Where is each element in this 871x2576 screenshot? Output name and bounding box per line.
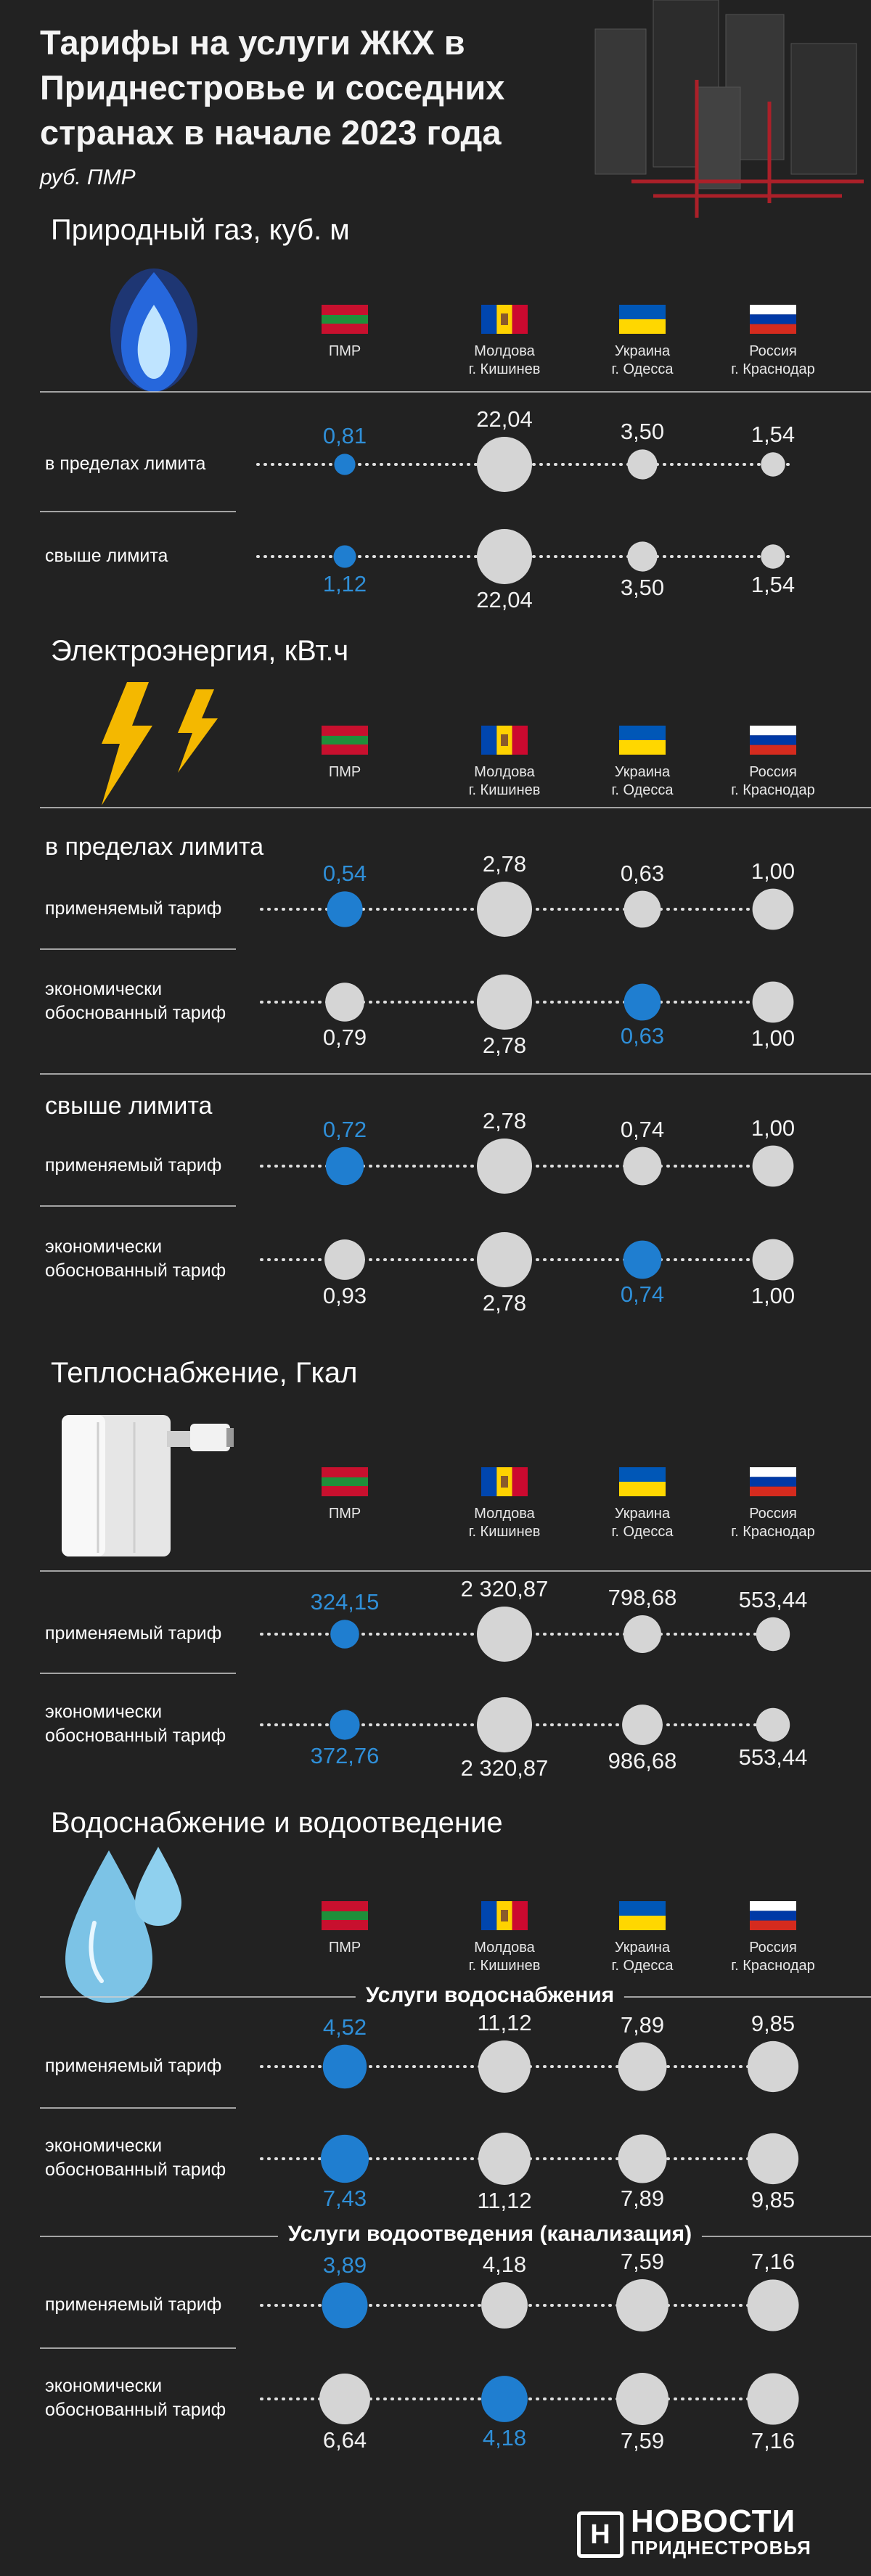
flag-moldova [481, 1467, 496, 1496]
group-title: свыше лимита [45, 1092, 213, 1120]
flag-ukraine-stripe [619, 1482, 666, 1496]
country-label [570, 1505, 715, 1541]
row-label [45, 2134, 226, 2182]
flag-moldova-stripe [512, 1901, 528, 1930]
flag-russia [750, 305, 796, 314]
publisher-logo [577, 2502, 811, 2567]
flag-pmr-stripe [322, 1920, 368, 1930]
value-label: 2 320,87 [460, 1576, 549, 1601]
flag-moldova-stripe [512, 305, 528, 334]
logo-line-1: НОВОСТИ [631, 2503, 796, 2539]
value-dot [618, 2135, 667, 2183]
value-label: 3,89 [322, 2252, 367, 2278]
country-label [700, 1939, 846, 1975]
flag-pmr-stripe [322, 1477, 368, 1486]
flag-russia [750, 726, 796, 735]
row-label-line: экономически [45, 2136, 163, 2156]
value-dot [477, 1697, 532, 1752]
value-dot [323, 2045, 367, 2088]
value-dot [618, 2043, 667, 2091]
country-label [700, 342, 846, 379]
value-label: 3,50 [620, 419, 665, 445]
row-label-line: экономически [45, 979, 163, 999]
value-dot [623, 1241, 662, 1279]
country-city: г. Одесса [611, 782, 674, 798]
flag-moldova [481, 1901, 496, 1930]
flag-russia-stripe [750, 745, 796, 755]
value-label: 7,59 [620, 2428, 665, 2453]
value-label: 1,54 [751, 422, 796, 448]
flag-ukraine [619, 305, 666, 319]
value-label: 7,16 [751, 2427, 796, 2453]
country-name: ПМР [328, 343, 361, 359]
flag-pmr [322, 1901, 368, 1911]
value-dot [748, 2374, 799, 2425]
country-name: Молдова [474, 343, 535, 359]
flag-russia-stripe [750, 1921, 796, 1930]
value-label: 7,89 [620, 2186, 665, 2212]
group-title: Услуги водоснабжения [356, 1983, 624, 2008]
value-dot [477, 882, 532, 937]
country-label [272, 1939, 417, 1957]
country-name: Молдова [474, 764, 535, 780]
country-city: г. Краснодар [731, 1958, 815, 1974]
section-title: Теплоснабжение, Гкал [51, 1357, 358, 1389]
water-drops-icon [65, 1847, 181, 2003]
row-label-line: экономически [45, 1236, 163, 1257]
value-dot [330, 1620, 359, 1649]
row-label-line: экономически [45, 2376, 163, 2396]
flag-pmr [322, 726, 368, 736]
value-dot [761, 452, 785, 476]
value-dot [319, 2374, 370, 2424]
value-dot [330, 1710, 359, 1739]
country-name: Украина [614, 343, 671, 359]
flag-pmr-stripe [322, 324, 368, 334]
unit-label: руб. ПМР [40, 165, 136, 189]
flag-russia-stripe [750, 324, 796, 334]
flag-russia-stripe [750, 1911, 796, 1920]
value-dot [326, 1147, 364, 1185]
row-label: применяемый тариф [45, 2294, 222, 2315]
value-label: 1,00 [751, 1025, 796, 1051]
country-name: ПМР [328, 1506, 361, 1522]
flag-moldova-emblem [501, 734, 508, 746]
value-dot [753, 1146, 794, 1187]
value-label: 2 320,87 [460, 1755, 549, 1781]
group-title: в пределах лимита [45, 833, 264, 861]
country-label [570, 1939, 715, 1975]
value-dot [622, 1705, 663, 1745]
flag-pmr-stripe [322, 745, 368, 755]
flag-moldova-stripe [512, 726, 528, 755]
value-dot [477, 1607, 532, 1662]
value-dot [753, 889, 794, 930]
country-name: Молдова [474, 1506, 535, 1522]
value-dot [623, 1615, 661, 1653]
country-name: ПМР [328, 764, 361, 780]
flag-moldova-stripe [512, 1467, 528, 1496]
value-dot [478, 2133, 531, 2185]
flag-russia [750, 1467, 796, 1477]
row-label [45, 2374, 226, 2422]
country-city: г. Кишинев [468, 361, 541, 377]
flag-russia-stripe [750, 314, 796, 324]
value-label: 7,16 [751, 2249, 796, 2275]
value-label: 372,76 [310, 1742, 380, 1768]
value-label: 7,89 [620, 2011, 665, 2038]
value-label: 553,44 [738, 1744, 808, 1771]
logo-mark-icon: Н [577, 2511, 623, 2558]
value-dot [478, 2040, 531, 2093]
country-label [570, 763, 715, 800]
flag-russia-stripe [750, 1487, 796, 1496]
country-name: Украина [614, 764, 671, 780]
value-label: 1,54 [751, 571, 796, 597]
value-label: 22,04 [476, 587, 533, 612]
value-label: 2,78 [482, 851, 527, 877]
flag-ukraine-stripe [619, 319, 666, 334]
country-name: Молдова [474, 1940, 535, 1956]
flag-moldova [481, 726, 496, 755]
flag-ukraine [619, 1467, 666, 1482]
row-label: в пределах лимита [45, 454, 206, 474]
value-label: 1,00 [751, 1283, 796, 1309]
value-label: 22,04 [476, 406, 533, 432]
country-label [272, 763, 417, 782]
value-label: 986,68 [608, 1747, 677, 1773]
value-dot [477, 529, 532, 584]
lightning-icon [102, 682, 218, 805]
country-label [272, 342, 417, 361]
value-dot [324, 1239, 365, 1280]
value-label: 2,78 [482, 1108, 527, 1133]
country-city: г. Кишинев [468, 1524, 541, 1540]
country-city: г. Краснодар [731, 1524, 815, 1540]
value-dot [616, 2373, 668, 2425]
section-title: Природный газ, куб. м [51, 214, 350, 246]
country-label [432, 1939, 577, 1975]
country-name: Россия [749, 764, 797, 780]
country-name: Россия [749, 343, 797, 359]
value-label: 7,59 [620, 2249, 665, 2274]
country-city: г. Одесса [611, 1958, 674, 1974]
page-title: Тарифы на услуги ЖКХ в Приднестровье и соседних странах в начале 2023 года [40, 23, 505, 152]
flag-moldova-emblem [501, 1476, 508, 1488]
country-name: Украина [614, 1506, 671, 1522]
country-name: Украина [614, 1940, 671, 1956]
value-dot [761, 544, 785, 568]
row-label: применяемый тариф [45, 1155, 222, 1176]
value-dot [481, 2282, 528, 2329]
row-label-line: обоснованный тариф [45, 1726, 226, 1746]
country-label [432, 342, 577, 379]
value-label: 9,85 [751, 2187, 796, 2213]
flag-ukraine [619, 726, 666, 740]
country-name: Россия [749, 1940, 797, 1956]
city-buildings-icon [595, 0, 864, 218]
value-dot [321, 2135, 369, 2183]
flag-pmr-stripe [322, 315, 368, 324]
row-label: применяемый тариф [45, 2056, 222, 2076]
row-label [45, 1700, 226, 1748]
row-label-line: обоснованный тариф [45, 1003, 226, 1023]
value-label: 0,81 [322, 423, 367, 449]
value-label: 11,12 [477, 2010, 532, 2035]
row-label-line: экономически [45, 1702, 163, 1722]
row-label-line: обоснованный тариф [45, 1260, 226, 1281]
value-label: 3,50 [620, 574, 665, 600]
value-label: 0,93 [322, 1282, 367, 1308]
value-label: 4,18 [482, 2424, 527, 2450]
value-dot [748, 2041, 798, 2092]
row-label: применяемый тариф [45, 1623, 222, 1644]
value-label: 798,68 [608, 1584, 677, 1610]
value-label: 0,63 [620, 860, 665, 886]
flag-moldova-emblem [501, 1910, 508, 1921]
value-dot [753, 1239, 794, 1281]
country-label [432, 1505, 577, 1541]
value-dot [624, 984, 661, 1021]
value-dot [756, 1708, 790, 1742]
flag-moldova [481, 305, 496, 334]
value-label: 6,64 [322, 2427, 367, 2453]
section-title: Электроэнергия, кВт.ч [51, 635, 349, 667]
country-city: г. Одесса [611, 361, 674, 377]
value-label: 0,72 [322, 1116, 367, 1142]
country-label [272, 1505, 417, 1523]
row-label-line: обоснованный тариф [45, 2159, 226, 2180]
gas-flame-icon [110, 268, 197, 392]
flag-ukraine-stripe [619, 740, 666, 755]
value-dot [327, 891, 362, 927]
radiator-icon [62, 1415, 234, 1556]
flag-pmr-stripe [322, 1911, 368, 1920]
section-title: Водоснабжение и водоотведение [51, 1807, 503, 1839]
value-label: 2,78 [482, 1033, 527, 1058]
value-dot [325, 983, 364, 1022]
flag-russia-stripe [750, 735, 796, 745]
value-dot [748, 2133, 798, 2184]
row-label-line: обоснованный тариф [45, 2400, 226, 2420]
value-label: 1,00 [751, 858, 796, 884]
value-dot [616, 2279, 668, 2331]
country-name: ПМР [328, 1940, 361, 1956]
value-dot [624, 891, 661, 928]
value-dot [334, 546, 356, 568]
flag-russia-stripe [750, 1477, 796, 1486]
country-city: г. Краснодар [731, 361, 815, 377]
row-label: свыше лимита [45, 546, 168, 566]
flag-pmr-stripe [322, 736, 368, 745]
row-label [45, 977, 226, 1025]
country-city: г. Кишинев [468, 1958, 541, 1974]
value-dot [627, 449, 657, 479]
value-label: 0,79 [322, 1024, 367, 1050]
country-label [570, 342, 715, 379]
value-label: 11,12 [477, 2188, 532, 2213]
country-label [432, 763, 577, 800]
group-title: Услуги водоотведения (канализация) [278, 2222, 702, 2247]
value-label: 324,15 [310, 1589, 380, 1615]
row-label: применяемый тариф [45, 898, 222, 919]
value-label: 0,63 [620, 1023, 665, 1049]
row-label [45, 1235, 226, 1283]
country-label [700, 1505, 846, 1541]
logo-line-2: ПРИДНЕСТРОВЬЯ [631, 2537, 811, 2559]
value-label: 1,12 [322, 570, 367, 596]
value-dot [477, 437, 532, 492]
value-label: 0,74 [620, 1116, 665, 1142]
value-label: 7,43 [322, 2186, 367, 2212]
flag-ukraine [619, 1901, 666, 1916]
value-label: 4,52 [322, 2014, 367, 2040]
value-dot [756, 1617, 790, 1651]
flag-moldova-emblem [501, 313, 508, 325]
country-city: г. Кишинев [468, 782, 541, 798]
flag-ukraine-stripe [619, 1916, 666, 1930]
value-dot [623, 1147, 662, 1186]
value-label: 1,00 [751, 1115, 796, 1141]
flag-russia [750, 1901, 796, 1911]
value-label: 0,74 [620, 1281, 665, 1308]
value-dot [753, 982, 794, 1023]
country-city: г. Краснодар [731, 782, 815, 798]
value-dot [477, 1139, 532, 1194]
value-label: 9,85 [751, 2010, 796, 2036]
flag-pmr-stripe [322, 1486, 368, 1496]
flag-pmr [322, 305, 368, 315]
value-label: 0,54 [322, 861, 367, 887]
country-city: г. Одесса [611, 1524, 674, 1540]
value-label: 2,78 [482, 1290, 527, 1316]
value-label: 4,18 [482, 2252, 527, 2278]
value-dot [481, 2376, 528, 2422]
value-dot [477, 975, 532, 1030]
value-dot [748, 2280, 799, 2331]
flag-pmr [322, 1467, 368, 1477]
value-label: 553,44 [738, 1586, 808, 1612]
country-label [700, 763, 846, 800]
value-dot [322, 2283, 368, 2329]
value-dot [477, 1232, 532, 1287]
country-name: Россия [749, 1506, 797, 1522]
value-dot [627, 541, 657, 571]
value-dot [334, 454, 355, 475]
